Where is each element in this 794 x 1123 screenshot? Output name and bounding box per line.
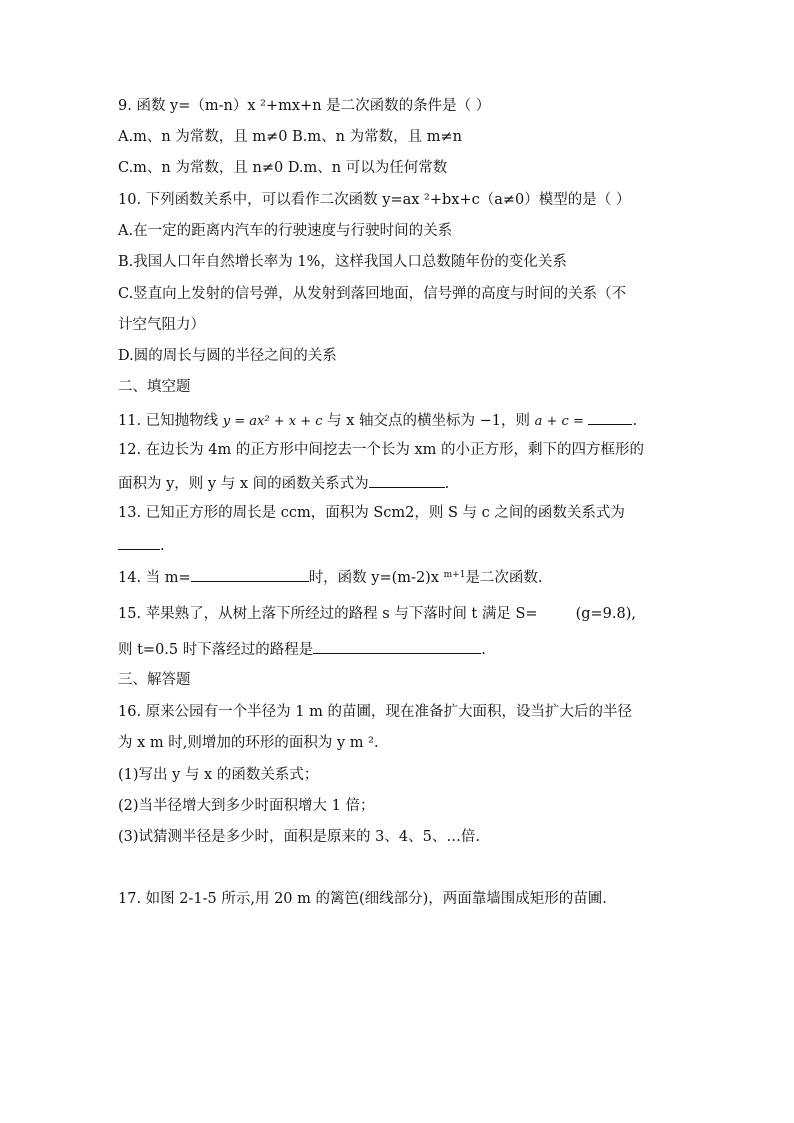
question-11-prefix: 11. 已知抛物线 [118, 413, 223, 429]
question-10-option-d: D.圆的周长与圆的半径之间的关系 [118, 348, 337, 364]
question-9-options-cd: C.m、n 为常数，且 n≠0 D.m、n 可以为任何常数 [118, 160, 448, 176]
question-14-suffix: 是二次函数. [465, 570, 543, 586]
question-13-suffix: . [160, 538, 165, 554]
question-16-part3: (3)试猜测半径是多少时，面积是原来的 3、4、5、…倍. [118, 829, 480, 845]
answer-blank-15[interactable] [313, 638, 481, 654]
question-16-part2: (2)当半径增大到多少时面积增大 1 倍； [118, 798, 375, 814]
answer-blank-14[interactable] [191, 566, 309, 582]
section-heading-fill-in: 二、填空题 [118, 379, 191, 395]
answer-blank-13[interactable] [118, 534, 160, 550]
question-14-middle: 时，函数 y=(m-2)x [308, 570, 444, 586]
question-10-option-a: A.在一定的距离内汽车的行驶速度与行驶时间的关系 [118, 223, 453, 239]
question-15-text: 15. 苹果熟了，从树上落下所经过的路程 s 与下落时间 t 满足 S= [118, 606, 538, 622]
question-9-options-ab: A.m、n 为常数，且 m≠0 B.m、n 为常数，且 m≠n [118, 129, 462, 145]
question-14-prefix: 14. 当 m= [118, 570, 191, 586]
question-15-line1 [118, 604, 636, 624]
question-13-line2 [118, 534, 165, 556]
question-12-suffix: . [444, 476, 450, 492]
question-9-stem: 9. 函数 y=（m-n）x ²+mx+n 是二次函数的条件是（ ） [118, 98, 491, 114]
question-11-suffix: . [632, 413, 638, 429]
question-15-gravity: (g=9.8), [575, 606, 636, 622]
question-16-line1: 16. 原来公园有一个半径为 1 m 的苗圃，现在准备扩大面积，设当扩大后的半径 [118, 704, 632, 720]
answer-blank-11[interactable] [588, 409, 632, 425]
question-17: 17. 如图 2-1-5 所示,用 20 m 的篱笆(细线部分)，两面靠墙围成矩形的苗圃. [118, 891, 607, 907]
question-12-text: 面积为 y，则 y 与 x 间的函数关系式为 [118, 476, 369, 492]
question-15-suffix: . [481, 642, 486, 658]
question-11-ask: a + c = [534, 414, 584, 429]
question-16-part1: (1)写出 y 与 x 的函数关系式； [118, 767, 319, 783]
question-10-option-c-cont: 计空气阻力） [118, 317, 205, 333]
question-15-text2: 则 t=0.5 时下落经过的路程是 [118, 642, 314, 658]
question-11 [118, 409, 637, 432]
question-10-stem: 10. 下列函数关系中，可以看作二次函数 y=ax ²+bx+c（a≠0）模型的是（ ） [118, 192, 631, 208]
question-14-exponent: m+1 [443, 570, 466, 580]
question-12-line1: 12. 在边长为 4m 的正方形中间挖去一个长为 xm 的小正方形，剩下的四方框形的 [118, 442, 645, 458]
question-10-option-c: C.竖直向上发射的信号弹，从发射到落回地面，信号弹的高度与时间的关系（不 [118, 286, 627, 302]
question-15-line2 [118, 638, 486, 660]
question-11-formula: y = ax² + x + c [222, 414, 323, 429]
section-heading-solve: 三、解答题 [118, 672, 191, 688]
question-10-option-b: B.我国人口年自然增长率为 1%，这样我国人口总数随年份的变化关系 [118, 254, 567, 270]
question-13-line1: 13. 已知正方形的周长是 ccm，面积为 Scm2，则 S 与 c 之间的函数关系式为 [118, 505, 625, 521]
question-12-line2 [118, 472, 449, 494]
question-11-middle: 与 x 轴交点的横坐标为 −1，则 [322, 413, 535, 429]
question-14 [118, 566, 543, 588]
answer-blank-12[interactable] [369, 472, 445, 488]
question-16-line2: 为 x m 时,则增加的环形的面积为 y m ². [118, 735, 379, 751]
